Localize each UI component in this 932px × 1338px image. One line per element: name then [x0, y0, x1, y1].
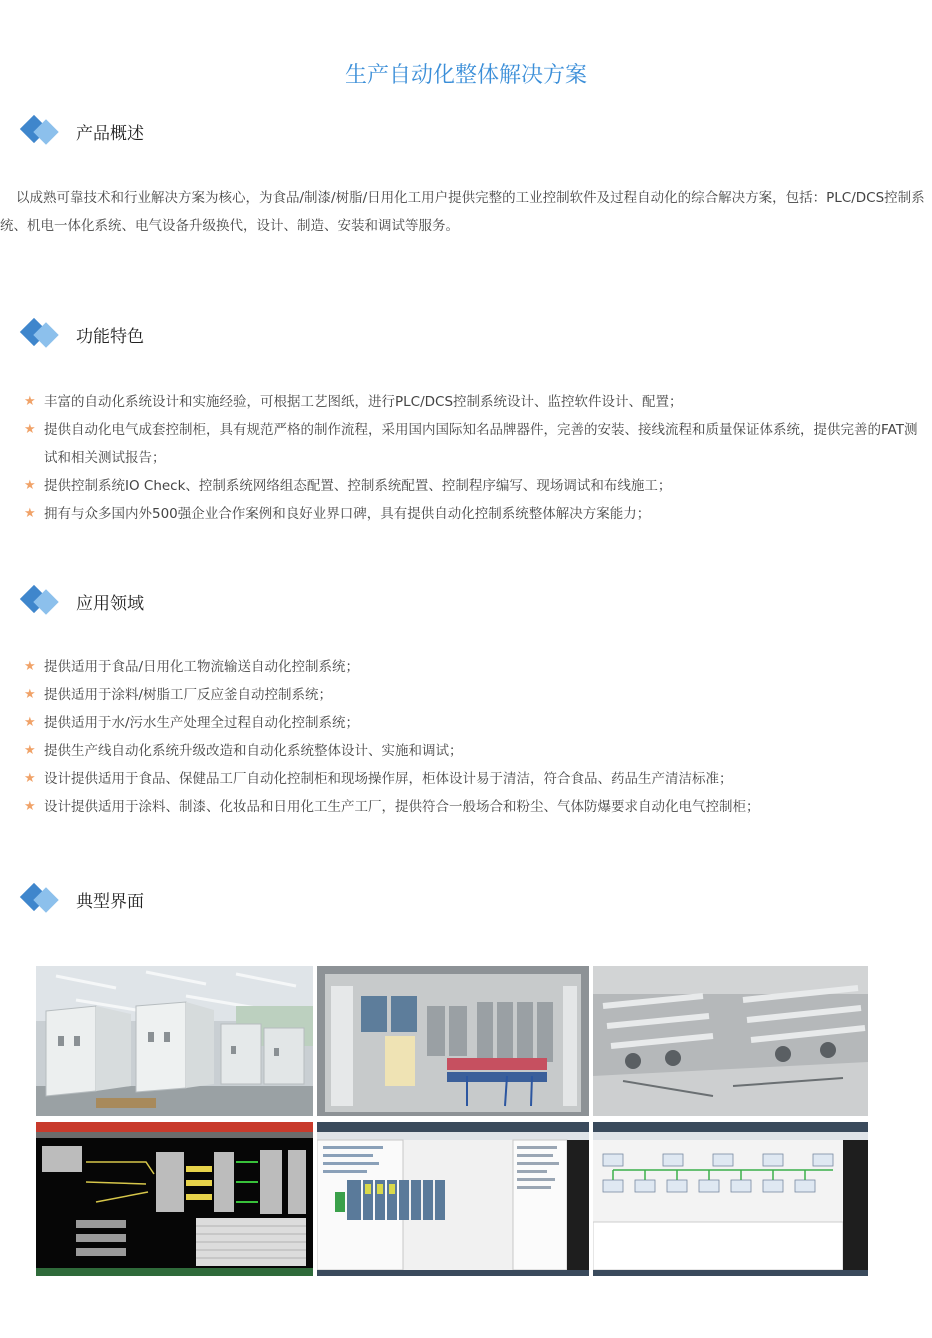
list-item: ★ 丰富的自动化系统设计和实施经验，可根据工艺图纸，进行PLC/DCS控制系统设计、监控软件设计、配置； — [24, 388, 924, 416]
list-item: ★ 设计提供适用于食品、保健品工厂自动化控制柜和现场操作屏，柜体设计易于清洁，符合食品、药品生产清洁标准； — [24, 765, 924, 793]
star-icon: ★ — [24, 659, 36, 674]
section-header-interfaces — [20, 882, 144, 916]
star-icon: ★ — [24, 715, 36, 730]
section-header-applications — [20, 584, 144, 618]
list-item: ★ 提供控制系统IO Check、控制系统网络组态配置、控制系统配置、控制程序编写、现场调试和布线施工； — [24, 472, 924, 500]
section-title-overview: 产品概述 — [76, 123, 144, 144]
list-item: ★ 提供生产线自动化系统升级改造和自动化系统整体设计、实施和调试； — [24, 737, 924, 765]
screenshot-network-topology — [593, 1122, 868, 1276]
star-icon: ★ — [24, 743, 36, 758]
list-item: ★ 提供自动化电气成套控制柜，具有规范严格的制作流程，采用国内国际知名品牌器件，完善的安装、接线流程和质量保证体系统，提供完善的FAT测试和相关测试报告； — [24, 416, 924, 472]
list-item: ★ 设计提供适用于涂料、制漆、化妆品和日用化工生产工厂，提供符合一般场合和粉尘、气体防爆要求自动化电气控制柜； — [24, 793, 924, 821]
section-header-overview — [20, 114, 144, 148]
star-icon: ★ — [24, 687, 36, 702]
section-header-features — [20, 317, 144, 351]
photo-cabinet-interior — [317, 966, 589, 1116]
diamond-icon — [20, 584, 64, 618]
overview-paragraph: 以成熟可靠技术和行业解决方案为核心，为食品/制漆/树脂/日用化工用户提供完整的工业控制软件及过程自动化的综合解决方案，包括：PLC/DCS控制系统、机电一体化系统、电气设备升级换代，设计、制造、安装和调试等服务。 — [0, 190, 925, 234]
page-title: 生产自动化整体解决方案 — [344, 63, 587, 88]
list-item: ★ 拥有与众多国内外500强企业合作案例和良好业界口碑，具有提供自动化控制系统整体解决方案能力； — [24, 500, 924, 528]
screenshot-plc-configuration — [317, 1122, 589, 1276]
star-icon: ★ — [24, 478, 36, 493]
list-item: ★ 提供适用于涂料/树脂工厂反应釜自动控制系统； — [24, 681, 924, 709]
star-icon: ★ — [24, 422, 36, 437]
photo-conveyor-machinery — [593, 966, 868, 1116]
list-item: ★ 提供适用于食品/日用化工物流输送自动化控制系统； — [24, 653, 924, 681]
section-title-features: 功能特色 — [76, 326, 144, 347]
diamond-icon — [20, 317, 64, 351]
list-item: ★ 提供适用于水/污水生产处理全过程自动化控制系统； — [24, 709, 924, 737]
star-icon: ★ — [24, 771, 36, 786]
interface-gallery — [36, 966, 868, 1276]
applications-list — [24, 653, 924, 821]
section-title-applications: 应用领域 — [76, 593, 144, 614]
section-title-interfaces: 典型界面 — [76, 891, 144, 912]
star-icon: ★ — [24, 506, 36, 521]
star-icon: ★ — [24, 799, 36, 814]
diamond-icon — [20, 882, 64, 916]
star-icon: ★ — [24, 394, 36, 409]
features-list — [24, 388, 924, 528]
screenshot-scada-hmi — [36, 1122, 313, 1276]
photo-control-cabinets — [36, 966, 313, 1116]
diamond-icon — [20, 114, 64, 148]
